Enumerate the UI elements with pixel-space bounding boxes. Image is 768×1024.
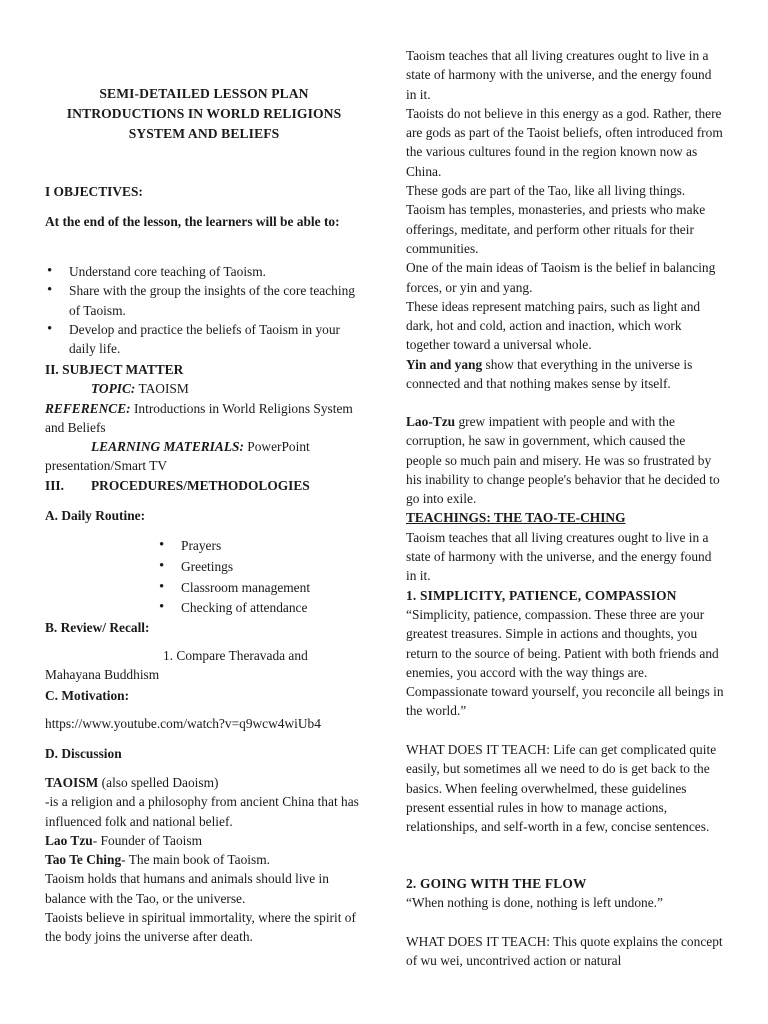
reference-value: Introductions in World Religions System and Beliefs (45, 401, 353, 436)
review-item: 1. Compare Theravada and Mahayana Buddhism (45, 648, 308, 683)
title-line-3: SYSTEM AND BELIEFS (128, 126, 280, 141)
procedures-heading (45, 476, 363, 495)
laotzu-term: Lao Tzu (45, 832, 93, 848)
principle-2-heading: 2. GOING WITH THE FLOW (406, 876, 587, 891)
balance-paragraph: One of the main ideas of Taoism is the belief in balancing forces, or yin and yang. (406, 260, 716, 295)
routine-item: • Prayers (157, 536, 363, 555)
discussion-heading: D. Discussion (45, 746, 122, 761)
materials-line (45, 437, 363, 476)
principle-1-explanation: WHAT DOES IT TEACH: Life can get complicated quite easily, but sometimes all we need to do is get back to the basics. When feeling overwhelmed, these guidelines present essential rules in how to manage actions, relationships, and self-worth in a few, concise sentences. (406, 742, 717, 835)
taoism-line (45, 773, 363, 792)
principle-1-quote: “Simplicity, patience, compassion. These three are your greatest treasures. Simple in actions and thoughts, you return to the source of being. Patient with both friends and enemies, you accord with the way things are. Compassionate toward yourself, you reconcile all beings in the world.” (406, 606, 724, 719)
taoteching-line (45, 850, 363, 869)
taoteching-term: Tao Te Ching (45, 852, 122, 868)
reference-label: REFERENCE: (45, 401, 131, 416)
objective-item: • Understand core teaching of Taoism. (45, 262, 363, 281)
taoism-paragraph-2: Taoists believe in spiritual immortality, where the spirit of the body joins the universe after death. (45, 910, 356, 945)
topic-label: TOPIC: (91, 381, 136, 396)
taoism-definition-block (45, 773, 363, 947)
teachings-paragraph: Taoism teaches that all living creatures ought to live in a state of harmony with the universe, and the energy found in it. (406, 529, 712, 584)
taoism-aka: (also spelled Daoism) (98, 775, 219, 790)
materials-value: PowerPoint presentation/Smart TV (45, 439, 310, 474)
procedures-title: PROCEDURES/METHODOLOGIES (91, 478, 310, 493)
pairs-paragraph: These ideas represent matching pairs, such as light and dark, hot and cold, action and inaction, which work together toward a universal whole. (406, 298, 701, 353)
laotzu-name: Lao-Tzu (406, 414, 456, 429)
right-intro-block (406, 46, 724, 393)
topic-line (45, 379, 363, 398)
taoism-definition: -is a religion and a philosophy from ancient China that has influenced folk and national belief. (45, 794, 359, 829)
routine-list (157, 536, 363, 618)
routine-item: • Classroom management (157, 578, 363, 597)
reference-line (45, 399, 363, 438)
review-heading: B. Review/ Recall: (45, 620, 150, 635)
motivation-heading: C. Motivation: (45, 688, 130, 703)
teachings-heading: TEACHINGS: THE TAO-TE-CHING (406, 510, 626, 526)
title-line-2: INTRODUCTIONS IN WORLD RELIGIONS (66, 106, 342, 121)
materials-label: LEARNING MATERIALS: (91, 439, 244, 454)
temples-paragraph: These gods are part of the Tao, like all living things. Taoism has temples, monasteries, and priests who make offerings, meditate, and perform other rituals for their communities. (406, 183, 706, 256)
procedures-number: III. (45, 478, 64, 493)
objective-item: • Share with the group the insights of the core teaching of Taoism. (45, 281, 363, 320)
harmony-paragraph: Taoism teaches that all living creatures ought to live in a state of harmony with the universe, and the energy found in it. (406, 48, 712, 102)
principle-2-explanation: WHAT DOES IT TEACH: This quote explains the concept of wu wei, uncontrived action or natural (406, 934, 723, 969)
yinyang-paragraph (406, 355, 724, 394)
laotzu-desc: - Founder of Taoism (92, 832, 203, 848)
principle-2-quote: “When nothing is done, nothing is left undone.” (406, 895, 663, 910)
laotzu-paragraph (406, 412, 724, 508)
daily-routine-heading: A. Daily Routine: (45, 508, 146, 523)
objectives-heading: I OBJECTIVES: (45, 184, 143, 199)
document-title (45, 84, 363, 144)
laotzu-text: grew impatient with people and with the corruption, he saw in government, which caused the people so much pain and misery. He was so frustrated by his inability to change people's behavior that he decided to go into exile. (406, 414, 720, 507)
objectives-intro: At the end of the lesson, the learners will be able to: (45, 214, 340, 229)
laotzu-line (45, 831, 363, 850)
subject-matter-heading: II. SUBJECT MATTER (45, 362, 184, 377)
routine-item: • Greetings (157, 557, 363, 576)
taoteching-desc: - The main book of Taoism. (121, 852, 270, 868)
objectives-list (45, 262, 363, 358)
gods-paragraph: Taoists do not believe in this energy as a god. Rather, there are gods as part of the Taoist beliefs, often introduced from the various cultures found in the region known now as China. (406, 105, 723, 179)
routine-item: • Checking of attendance (157, 598, 363, 617)
title-line-1: SEMI-DETAILED LESSON PLAN (99, 86, 309, 101)
principle-1-heading: 1. SIMPLICITY, PATIENCE, COMPASSION (406, 587, 677, 603)
taoism-term: TAOISM (45, 775, 99, 790)
yinyang-term: Yin and yang (406, 356, 483, 372)
topic-value: TAOISM (135, 381, 189, 396)
objective-item: • Develop and practice the beliefs of Taoism in your daily life. (45, 320, 363, 359)
laotzu-block (406, 412, 724, 721)
yinyang-text: show that everything in the universe is connected and that nothing makes sense by itself. (406, 356, 693, 392)
motivation-link[interactable]: https://www.youtube.com/watch?v=q9wcw4wiUb4 (45, 716, 321, 731)
taoism-paragraph-1: Taoism holds that humans and animals should live in balance with the Tao, or the universe. (45, 871, 329, 906)
